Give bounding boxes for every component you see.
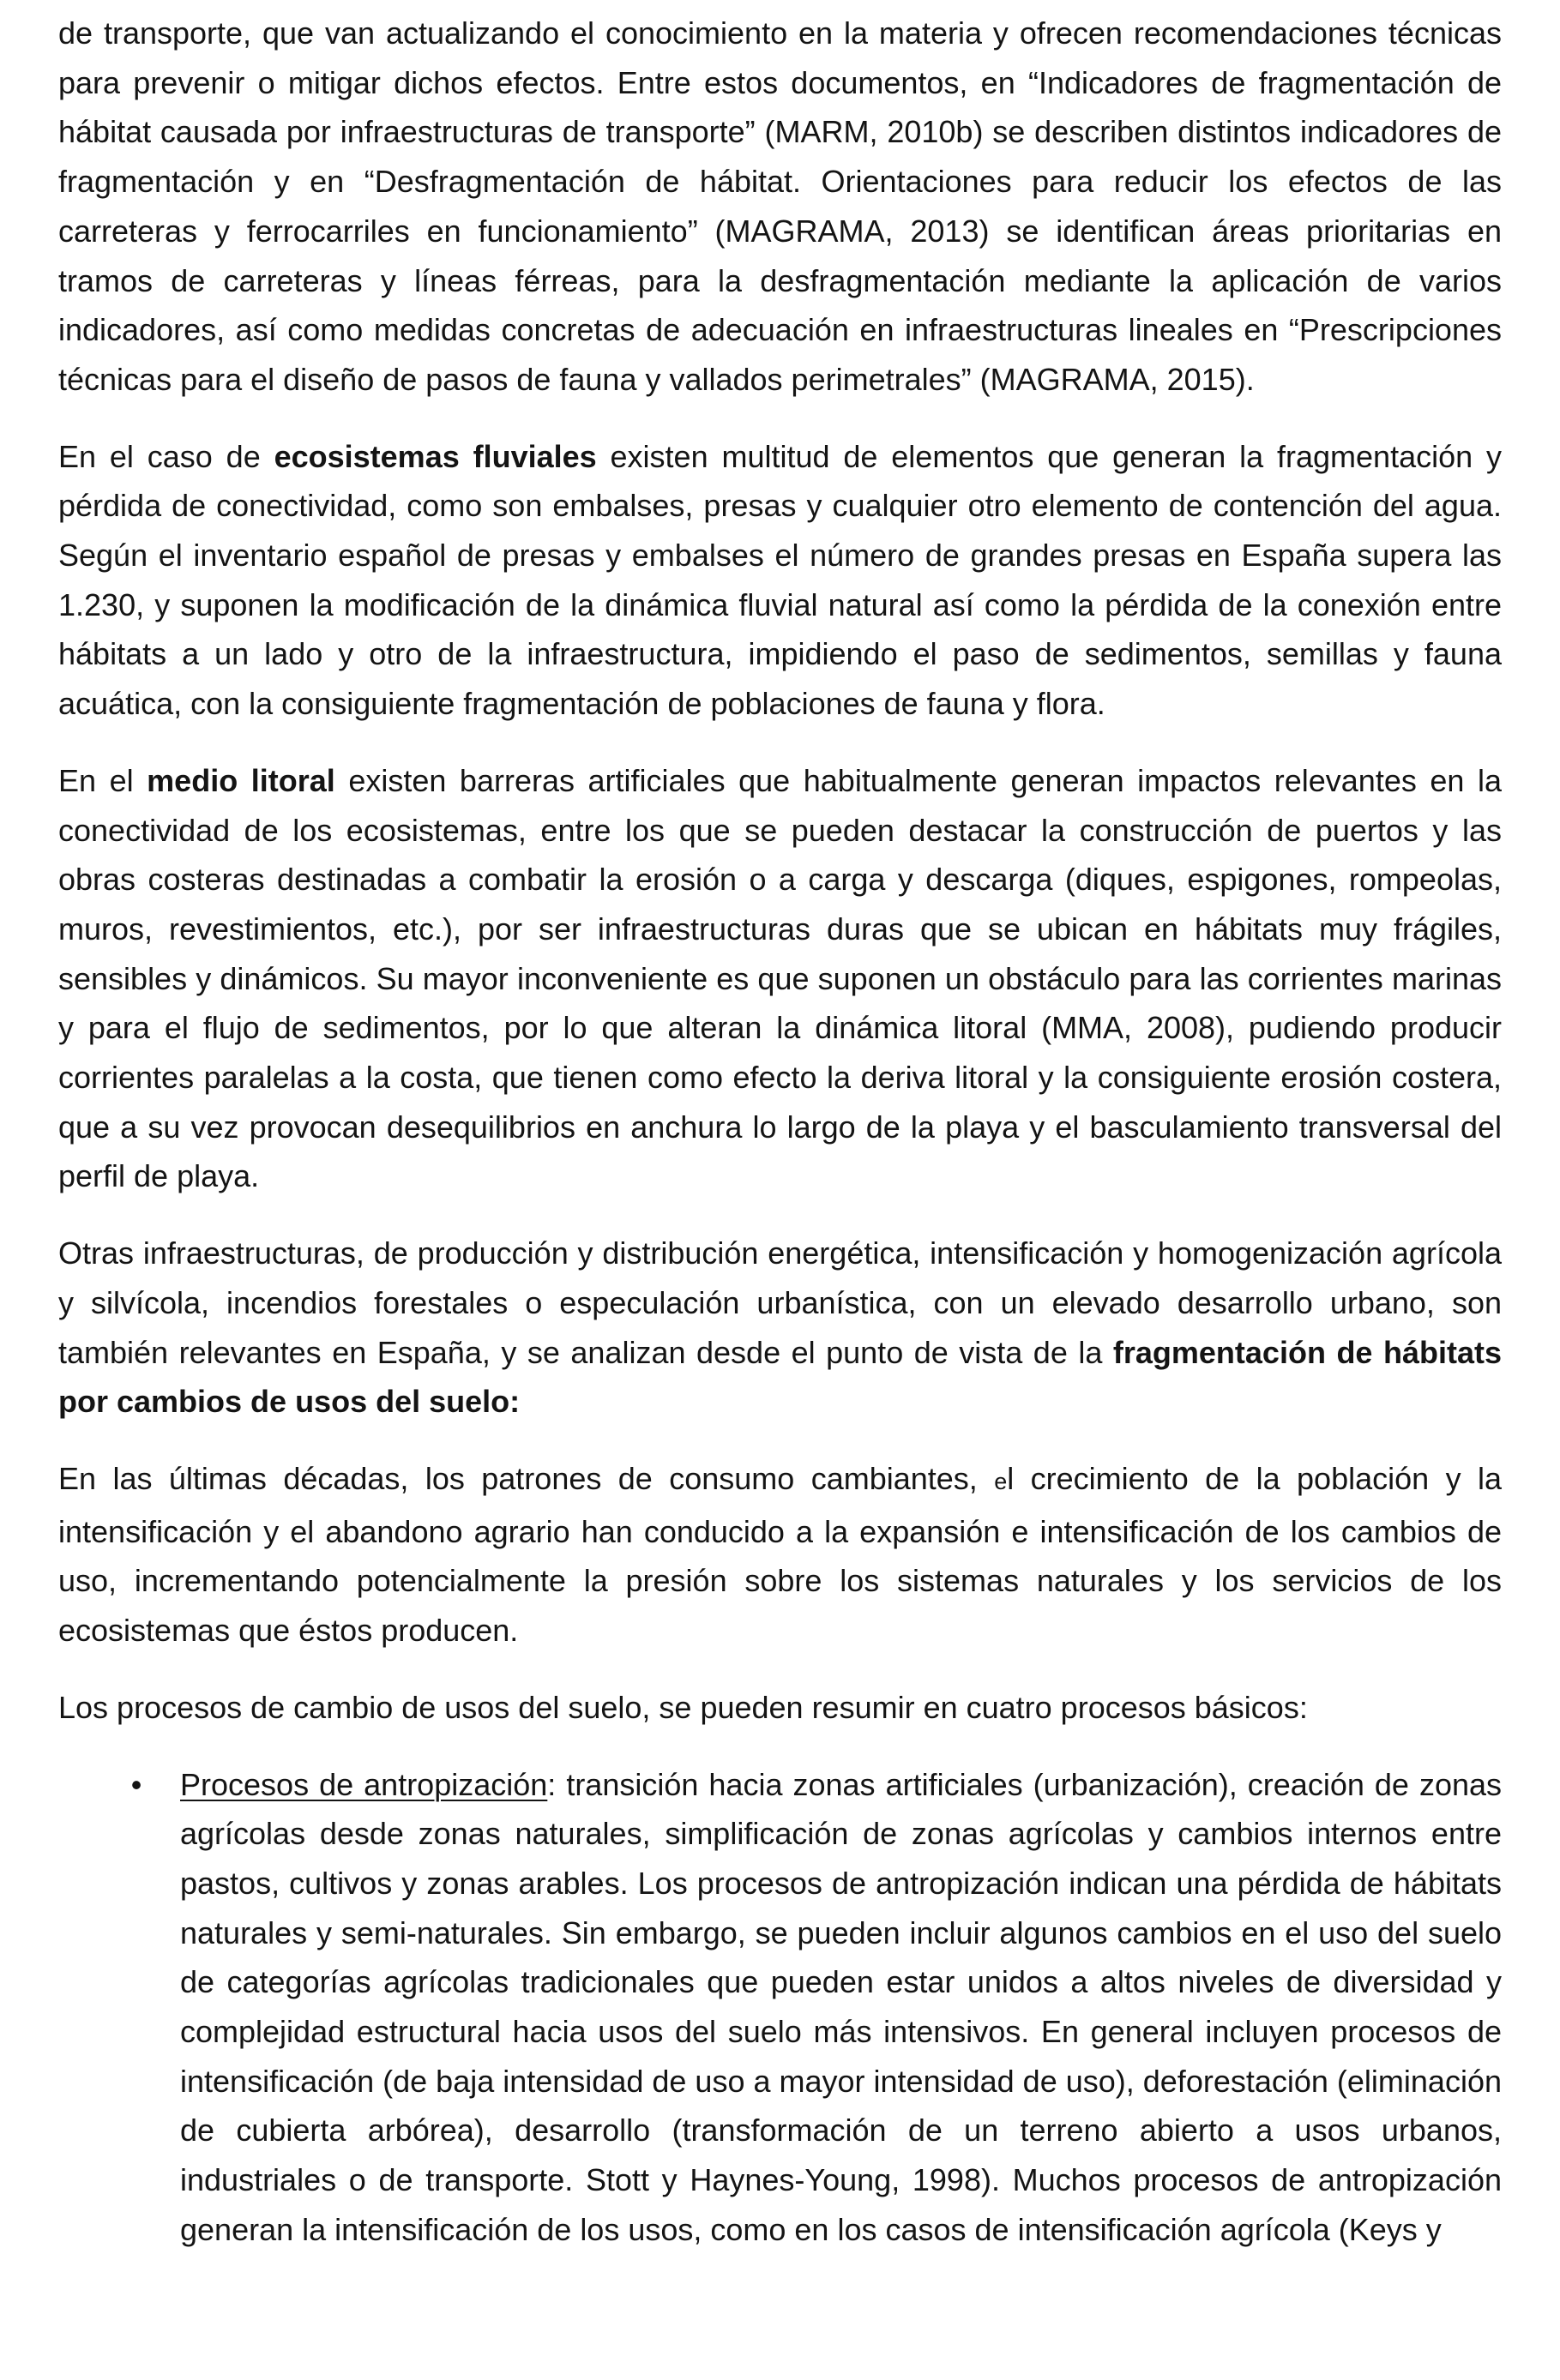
text-run: Otras infraestructuras, de producción y distribución energética, intensificación y homogenización agrícola y silvícola, incendios forestales o especulación urbanística, con un elevado desarrollo urbano, son también relevantes en España, y se analizan desde el punto de vista de la [58, 1235, 1502, 1370]
bold-term-fluvial: ecosistemas fluviales [274, 438, 597, 474]
bold-term-land-use: fragmentación de hábitats por cambios de usos del suelo: [58, 1334, 1502, 1420]
bullet-list [58, 1760, 1502, 2255]
paragraph-coastal-environment [58, 756, 1502, 1201]
bold-term-coastal: medio litoral [147, 762, 335, 798]
bullet-icon: • [130, 1766, 142, 1802]
list-item-anthropization [58, 1760, 1502, 2255]
text-run: l crecimiento de la población y la intensificación y el abandono agrario han conducido a la expansión e intensificación de los cambios de uso, incrementando potencialmente la presión sobre los sistemas naturales y los servicios de los ecosistemas que éstos producen. [58, 1460, 1502, 1649]
text-run: En el caso de [58, 438, 274, 474]
underlined-term-anthropization: Procesos de antropización [180, 1766, 548, 1802]
paragraph-fluvial-ecosystems [58, 432, 1502, 729]
text-run: existen multitud de elementos que generan la fragmentación y pérdida de conectividad, como son embalses, presas y cualquier otro elemento de contención del agua. Según el inventario español de presas y embalses el número de grandes presas en España supera las 1.230, y suponen la modificación de la dinámica fluvial natural así como la pérdida de la conexión entre hábitats a un lado y otro de la infraestructura, impidiendo el paso de sedimentos, semillas y fauna acuática, con la consiguiente fragmentación de poblaciones de fauna y flora. [58, 438, 1502, 722]
paragraph-other-infrastructures [58, 1229, 1502, 1427]
paragraph-recent-decades [58, 1454, 1502, 1656]
paragraph-four-processes-intro: Los procesos de cambio de usos del suelo, se pueden resumir en cuatro procesos básicos: [58, 1689, 1308, 1725]
text-run: En el [58, 762, 148, 798]
text-run: existen barreras artificiales que habitualmente generan impactos relevantes en la conectividad de los ecosistemas, entre los que se pueden destacar la construcción de puertos y las obras costeras destinadas a combatir la erosión o a carga y descarga (diques, espigones, rompeolas, muros, revestimientos, etc.), por ser infraestructuras duras que se ubican en hábitats muy frágiles, sensibles y dinámicos. Su mayor inconveniente es que suponen un obstáculo para las corrientes marinas y para el flujo de sedimentos, por lo que alteran la dinámica litoral (MMA, 2008), pudiendo producir corrientes paralelas a la costa, que tienen como efecto la deriva litoral y la consiguiente erosión costera, que a su vez provocan desequilibrios en anchura lo largo de la playa y el basculamiento transversal del perfil de playa. [58, 762, 1503, 1194]
paragraph-transport-documents: de transporte, que van actualizando el conocimiento en la materia y ofrecen recomendaciones técnicas para prevenir o mitigar dichos efectos. Entre estos documentos, en “Indicadores de fragmentación de hábitat causada por infraestructuras de transporte” (MARM, 2010b) se describen distintos indicadores de fragmentación y en “Desfragmentación de hábitat. Orientaciones para reducir los efectos de las carreteras y ferrocarriles en funcionamiento” (MAGRAMA, 2013) se identifican áreas prioritarias en tramos de carreteras y líneas férreas, para la desfragmentación mediante la aplicación de varios indicadores, así como medidas concretas de adecuación en infraestructuras lineales en “Prescripciones técnicas para el diseño de pasos de fauna y vallados perimetrales” (MAGRAMA, 2015). [58, 15, 1502, 397]
list-item-text: : transición hacia zonas artificiales (urbanización), creación de zonas agrícolas desde zonas naturales, simplificación de zonas agrícolas y cambios internos entre pastos, cultivos y zonas arables. Los procesos de antropización indican una pérdida de hábitats naturales y semi-naturales. Sin embargo, se pueden incluir algunos cambios en el uso del suelo de categorías agrícolas tradicionales que pueden estar unidos a altos niveles de diversidad y complejidad estructural hacia usos del suelo más intensivos. En general incluyen procesos de intensificación (de baja intensidad de uso a mayor intensidad de uso), deforestación (eliminación de cubierta arbórea), desarrollo (transformación de un terreno abierto a usos urbanos, industriales o de transporte. Stott y Haynes-Young, 1998). Muchos procesos de antropización generan la intensificación de los usos, como en los casos de intensificación agrícola (Keys y [180, 1766, 1503, 2247]
small-letter: e [994, 1468, 1008, 1494]
text-run: En las últimas décadas, los patrones de consumo cambiantes, [58, 1460, 995, 1496]
